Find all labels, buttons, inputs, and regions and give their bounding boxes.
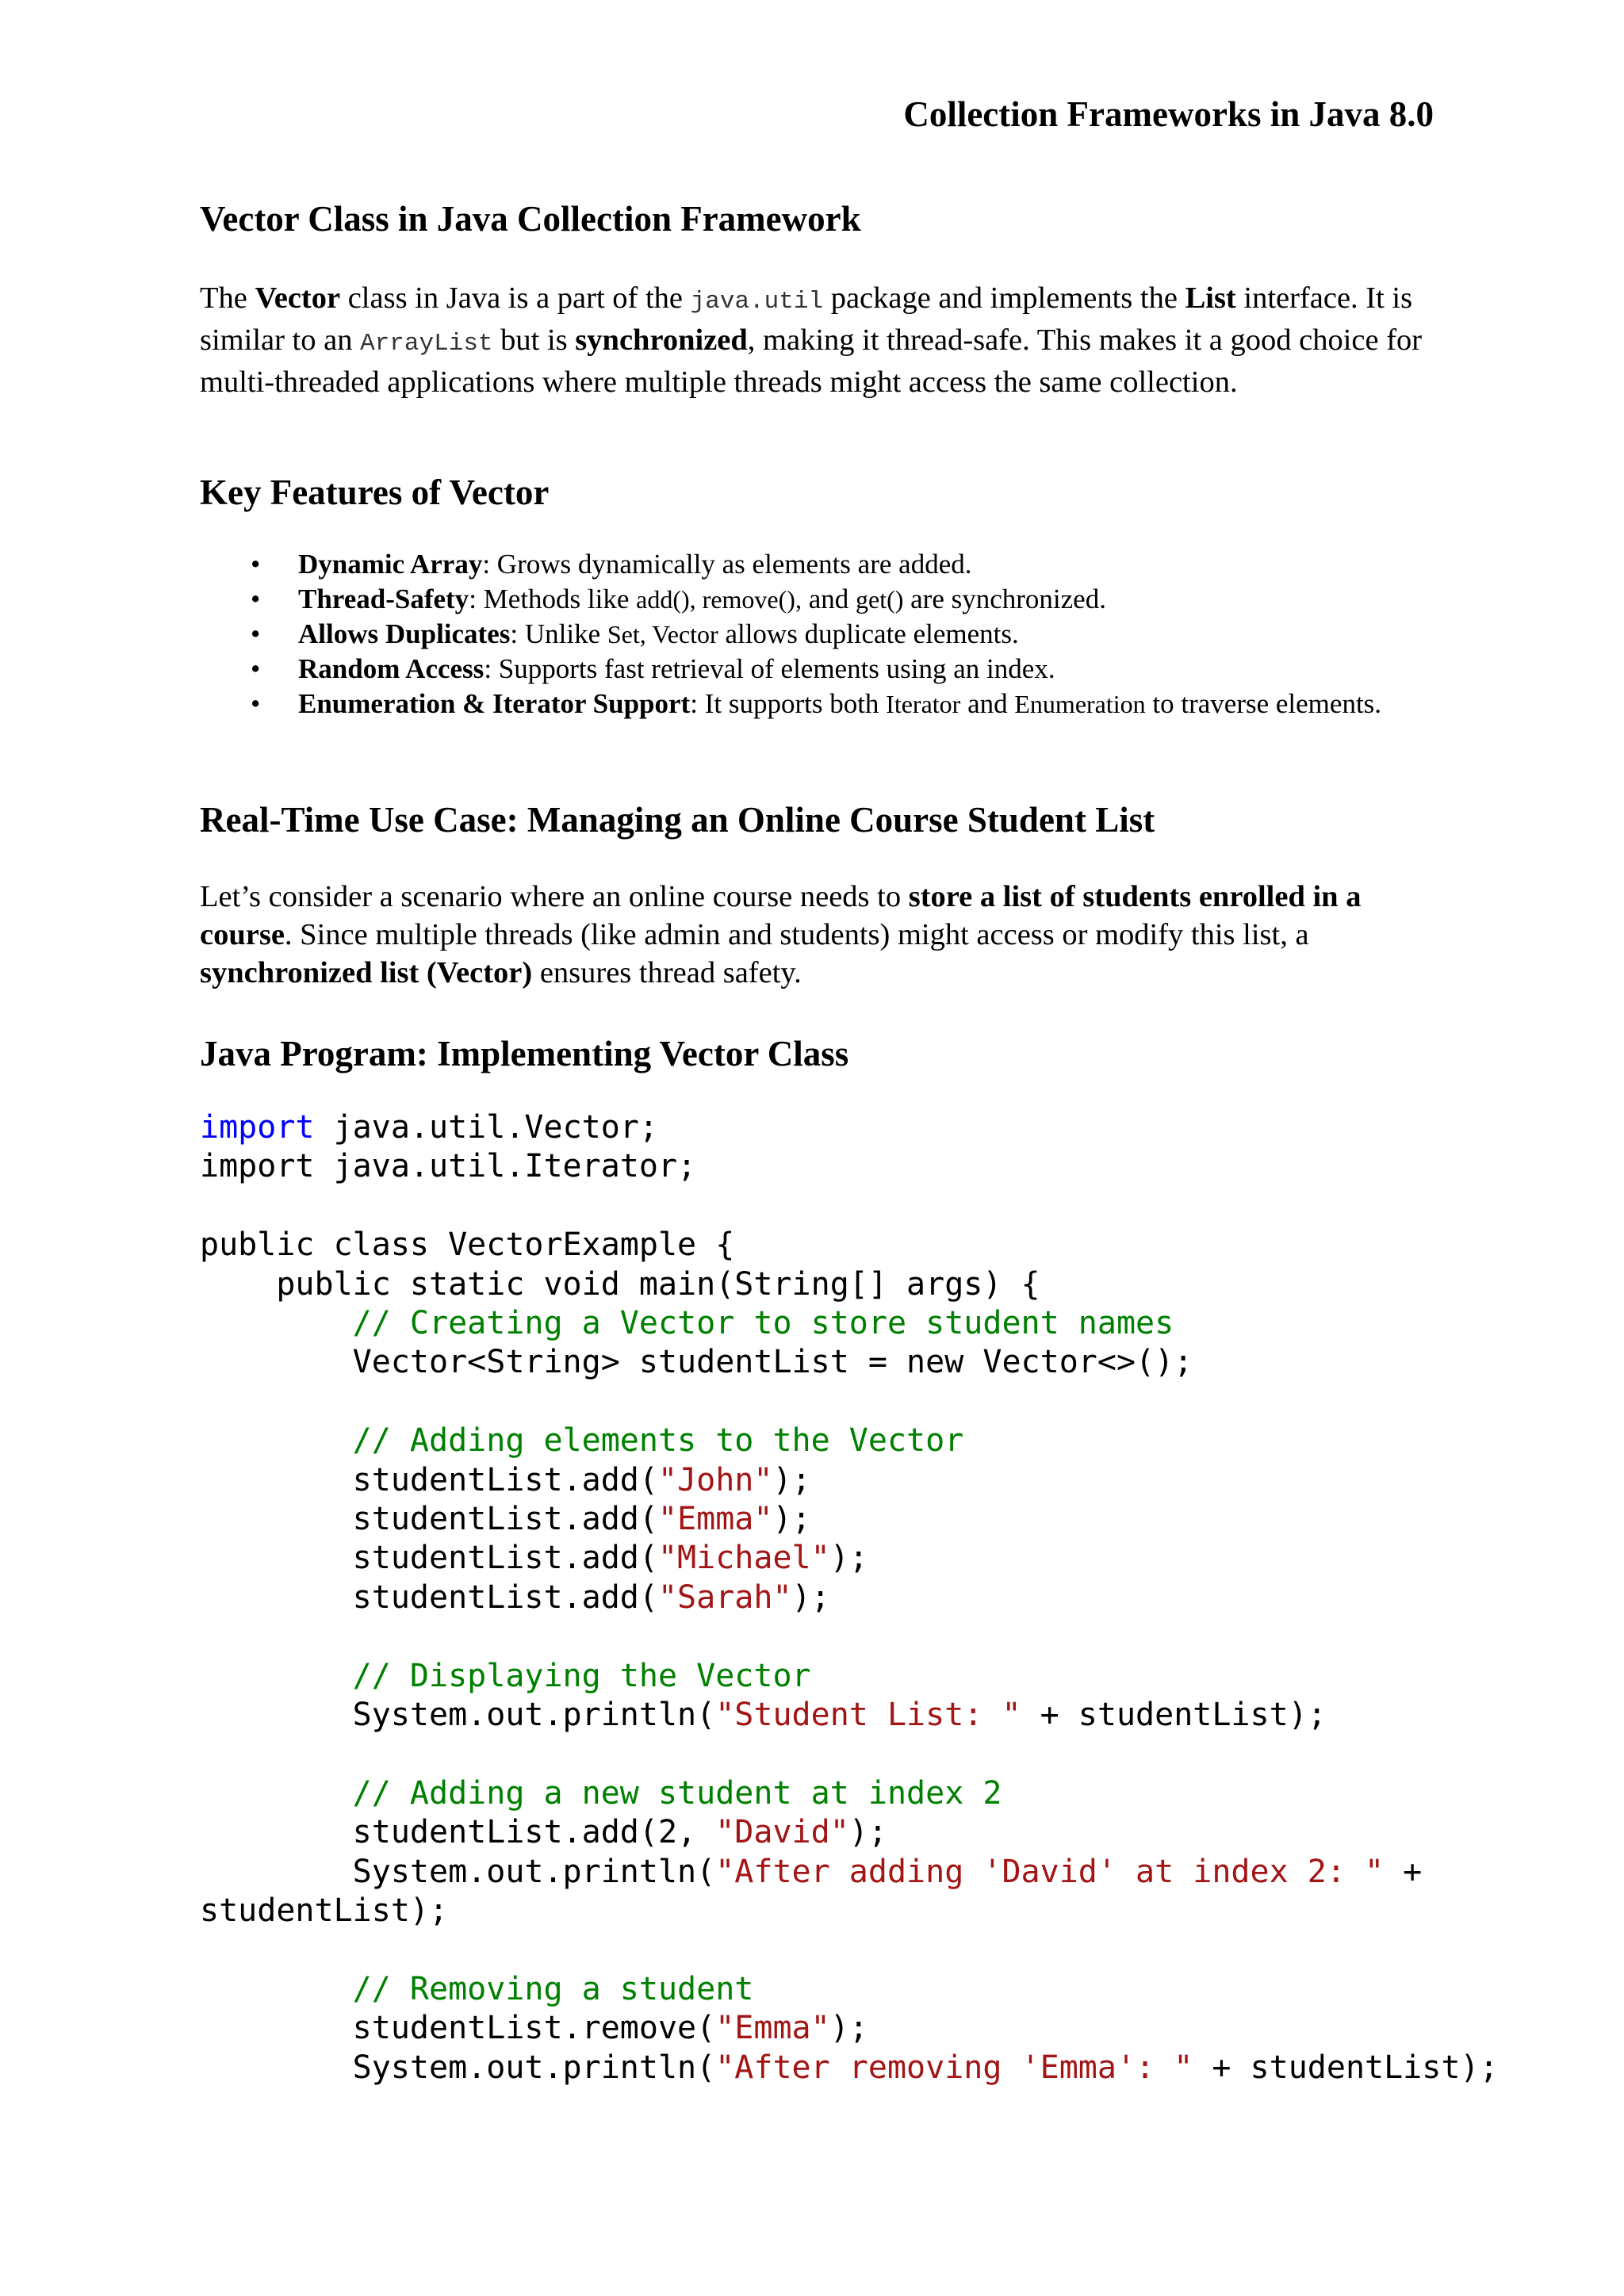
features-list: [200, 547, 1437, 721]
bold-term: synchronized list (Vector): [200, 956, 533, 989]
inline-code: java.util: [690, 288, 824, 316]
feature-text: to traverse elements.: [1145, 688, 1382, 719]
code-indent: [200, 1305, 353, 1341]
list-item: [200, 687, 1437, 721]
code-comment: // Adding a new student at index 2: [352, 1774, 1002, 1812]
code-text: studentList.add(: [200, 1578, 658, 1616]
bold-term: List: [1185, 281, 1236, 315]
code-block: [200, 1108, 1499, 2087]
section-heading-use-case: Real-Time Use Case: Managing an Online Course Student List: [200, 800, 1155, 840]
code-keyword: import: [200, 1109, 315, 1146]
code-string: "Emma": [715, 2010, 830, 2047]
feature-class-names: Iterator: [886, 690, 961, 718]
text-run: . Since multiple threads (like admin and students) might access or modify this list, a: [284, 918, 1309, 951]
list-item: [200, 652, 1437, 687]
code-text: studentList.add(: [200, 1540, 658, 1577]
section-heading-vector-class: Vector Class in Java Collection Framework: [200, 199, 861, 239]
list-item: [200, 582, 1437, 617]
bullet-icon: •: [251, 584, 261, 614]
code-text: +: [1384, 1853, 1423, 1890]
text-run: package and implements the: [823, 281, 1185, 315]
code-text: studentList.add(: [200, 1461, 658, 1498]
code-line: Vector<String> studentList = new Vector<>();: [200, 1344, 1193, 1381]
feature-class-names: Set, Vector: [607, 620, 718, 649]
inline-code: ArrayList: [360, 330, 493, 358]
code-text: );: [772, 1501, 811, 1538]
code-indent: [200, 1775, 353, 1812]
code-line: studentList);: [200, 1892, 449, 1930]
code-line: java.util.Vector;: [314, 1109, 658, 1146]
code-text: System.out.println(: [200, 2049, 716, 2086]
bold-term: Vector: [255, 281, 341, 315]
bullet-icon: •: [251, 688, 261, 719]
code-indent: [200, 1971, 353, 2007]
feature-text: : Grows dynamically as elements are added.: [482, 549, 972, 580]
text-run: The: [200, 281, 255, 315]
intro-paragraph: [200, 279, 1437, 401]
feature-text: and: [960, 688, 1015, 719]
code-line: public static void main(String[] args) {: [200, 1265, 1040, 1303]
code-string: "David": [715, 1814, 849, 1851]
code-text: studentList.remove(: [200, 2010, 716, 2047]
code-text: System.out.println(: [200, 1697, 716, 1734]
bold-term: store a list of students enrolled in a course: [200, 880, 1362, 951]
feature-text: allows duplicate elements.: [718, 618, 1019, 649]
feature-label: Dynamic Array: [298, 549, 483, 580]
bullet-icon: •: [251, 549, 261, 580]
running-header-title: Collection Frameworks in Java 8.0: [903, 94, 1434, 134]
code-string: "After removing 'Emma': ": [715, 2049, 1193, 2086]
feature-label: Enumeration & Iterator Support: [298, 688, 691, 719]
code-string: "John": [657, 1461, 773, 1498]
text-run: but is: [492, 323, 576, 357]
code-string: "Sarah": [657, 1578, 792, 1616]
text-run: class in Java is a part of the: [340, 281, 691, 315]
section-heading-program: Java Program: Implementing Vector Class: [200, 1034, 849, 1073]
code-text: + studentList);: [1021, 1697, 1327, 1734]
code-string: "Emma": [657, 1501, 773, 1538]
list-item: [200, 547, 1437, 582]
code-text: + studentList);: [1193, 2049, 1499, 2086]
feature-label: Thread-Safety: [298, 584, 469, 614]
code-comment: // Adding elements to the Vector: [352, 1422, 964, 1460]
feature-text: : Supports fast retrieval of elements using an index.: [484, 653, 1055, 684]
use-case-paragraph: [200, 878, 1437, 992]
code-comment: // Removing a student: [352, 1970, 754, 2007]
code-text: );: [791, 1578, 830, 1616]
feature-method-names: get(): [855, 585, 904, 614]
bullet-icon: •: [251, 653, 261, 684]
text-run: interface. It is similar to an: [200, 281, 1413, 357]
code-comment: // Creating a Vector to store student names: [352, 1305, 1174, 1342]
code-line: public class VectorExample {: [200, 1226, 735, 1264]
feature-text: are synchronized.: [903, 584, 1106, 614]
code-string: "Student List: ": [715, 1697, 1021, 1734]
feature-class-names: Enumeration: [1014, 690, 1146, 718]
code-string: "Michael": [657, 1540, 830, 1577]
code-comment: // Displaying the Vector: [352, 1657, 811, 1694]
section-heading-key-features: Key Features of Vector: [200, 473, 550, 512]
code-indent: [200, 1422, 353, 1459]
code-text: studentList.add(: [200, 1501, 658, 1538]
bold-term: synchronized: [575, 323, 748, 357]
feature-text: and: [801, 584, 856, 614]
code-text: );: [772, 1461, 811, 1498]
text-run: Let’s consider a scenario where an online course needs to: [200, 880, 909, 913]
code-string: "After adding 'David' at index 2: ": [715, 1853, 1385, 1890]
bullet-icon: •: [251, 618, 261, 649]
feature-label: Random Access: [298, 653, 485, 684]
feature-label: Allows Duplicates: [298, 618, 511, 649]
code-indent: [200, 1658, 353, 1694]
feature-text: : Unlike: [510, 618, 607, 649]
feature-text: : It supports both: [690, 688, 887, 719]
feature-method-names: add(), remove(),: [636, 585, 802, 614]
text-run: , making it thread-safe. This makes it a good choice for multi-threaded applications where multiple threads might access the same collection.: [200, 323, 1423, 399]
code-text: );: [829, 2010, 868, 2047]
code-text: );: [829, 1540, 868, 1577]
code-text: );: [848, 1814, 887, 1851]
list-item: [200, 617, 1437, 652]
code-line: import java.util.Iterator;: [200, 1148, 697, 1185]
code-text: System.out.println(: [200, 1853, 716, 1890]
text-run: ensures thread safety.: [532, 956, 802, 989]
feature-text: : Methods like: [469, 584, 637, 614]
code-text: studentList.add(2,: [200, 1814, 716, 1851]
